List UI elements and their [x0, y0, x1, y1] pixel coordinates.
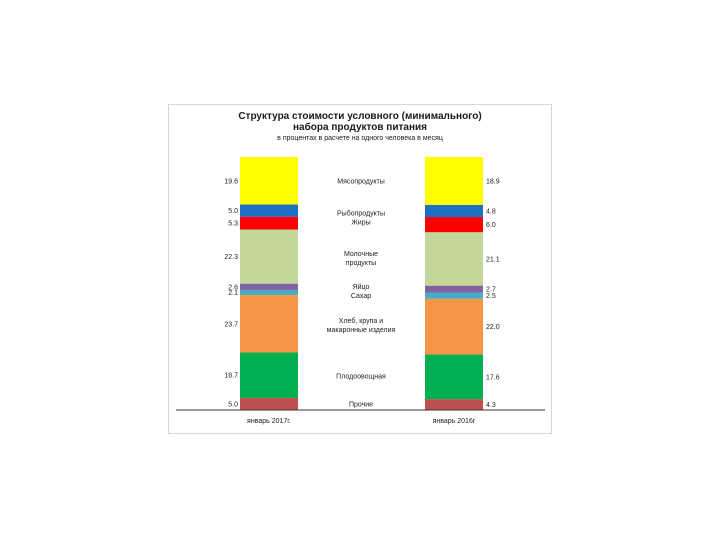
chart-title-line2: набора продуктов питания [293, 122, 427, 133]
bar-segment [425, 157, 483, 205]
data-label: 5.3 [228, 220, 238, 228]
data-label: 19.6 [224, 178, 238, 186]
bar-segment [240, 398, 298, 410]
bar-segment [425, 292, 483, 298]
series-label: Мясопродукты [337, 178, 385, 186]
series-label: Хлеб, крупа и [338, 318, 384, 326]
series-label: Яйцо [352, 283, 370, 291]
chart-title-line1: Структура стоимости условного (минимального) [238, 111, 482, 122]
category-label: январь 2017г. [247, 418, 291, 425]
data-label: 2.6 [228, 284, 238, 292]
data-label: 5.0 [228, 208, 238, 216]
data-label: 2.1 [228, 289, 238, 297]
data-label: 4.8 [486, 208, 496, 216]
data-label: 2.7 [486, 286, 496, 294]
series-label: продукты [345, 259, 377, 267]
data-label: 5.0 [228, 401, 238, 409]
data-label: 2.5 [486, 293, 496, 301]
bar-segment [240, 353, 298, 398]
bar-segment [240, 157, 298, 205]
data-label: 17.6 [486, 374, 500, 382]
bar-segment [425, 299, 483, 355]
data-label: 4.3 [486, 402, 496, 410]
bar-segment [240, 284, 298, 290]
data-label: 6.0 [486, 222, 496, 230]
series-label: Жиры [351, 219, 371, 227]
bar-segment [240, 230, 298, 284]
bar-segment [240, 290, 298, 295]
bar-segment [425, 217, 483, 232]
data-label: 18.9 [486, 178, 500, 186]
data-label: 22.0 [486, 324, 500, 332]
series-label: макаронные изделия [326, 327, 396, 335]
series-label: Рыбопродукты [337, 210, 385, 218]
series-label: Молочные [344, 250, 378, 258]
bar-segment [240, 205, 298, 217]
series-label: Плодоовощная [336, 373, 386, 381]
series-label: Сахар [350, 292, 372, 300]
category-label: январь 2016г [432, 418, 476, 425]
data-label: 21.1 [486, 256, 500, 264]
bar-segment [425, 355, 483, 400]
data-label: 22.3 [224, 254, 238, 262]
chart-subtitle: в процентах в расчете на одного человека в месяц [277, 135, 443, 142]
data-label: 23.7 [224, 321, 238, 329]
bar-segment [240, 295, 298, 352]
data-label: 18.7 [224, 372, 238, 380]
bar-segment [240, 217, 298, 230]
bar-segment [425, 232, 483, 285]
bar-segment [425, 286, 483, 293]
series-label: Прочие [348, 401, 374, 409]
bar-segment [425, 399, 483, 410]
bar-segment [425, 205, 483, 217]
